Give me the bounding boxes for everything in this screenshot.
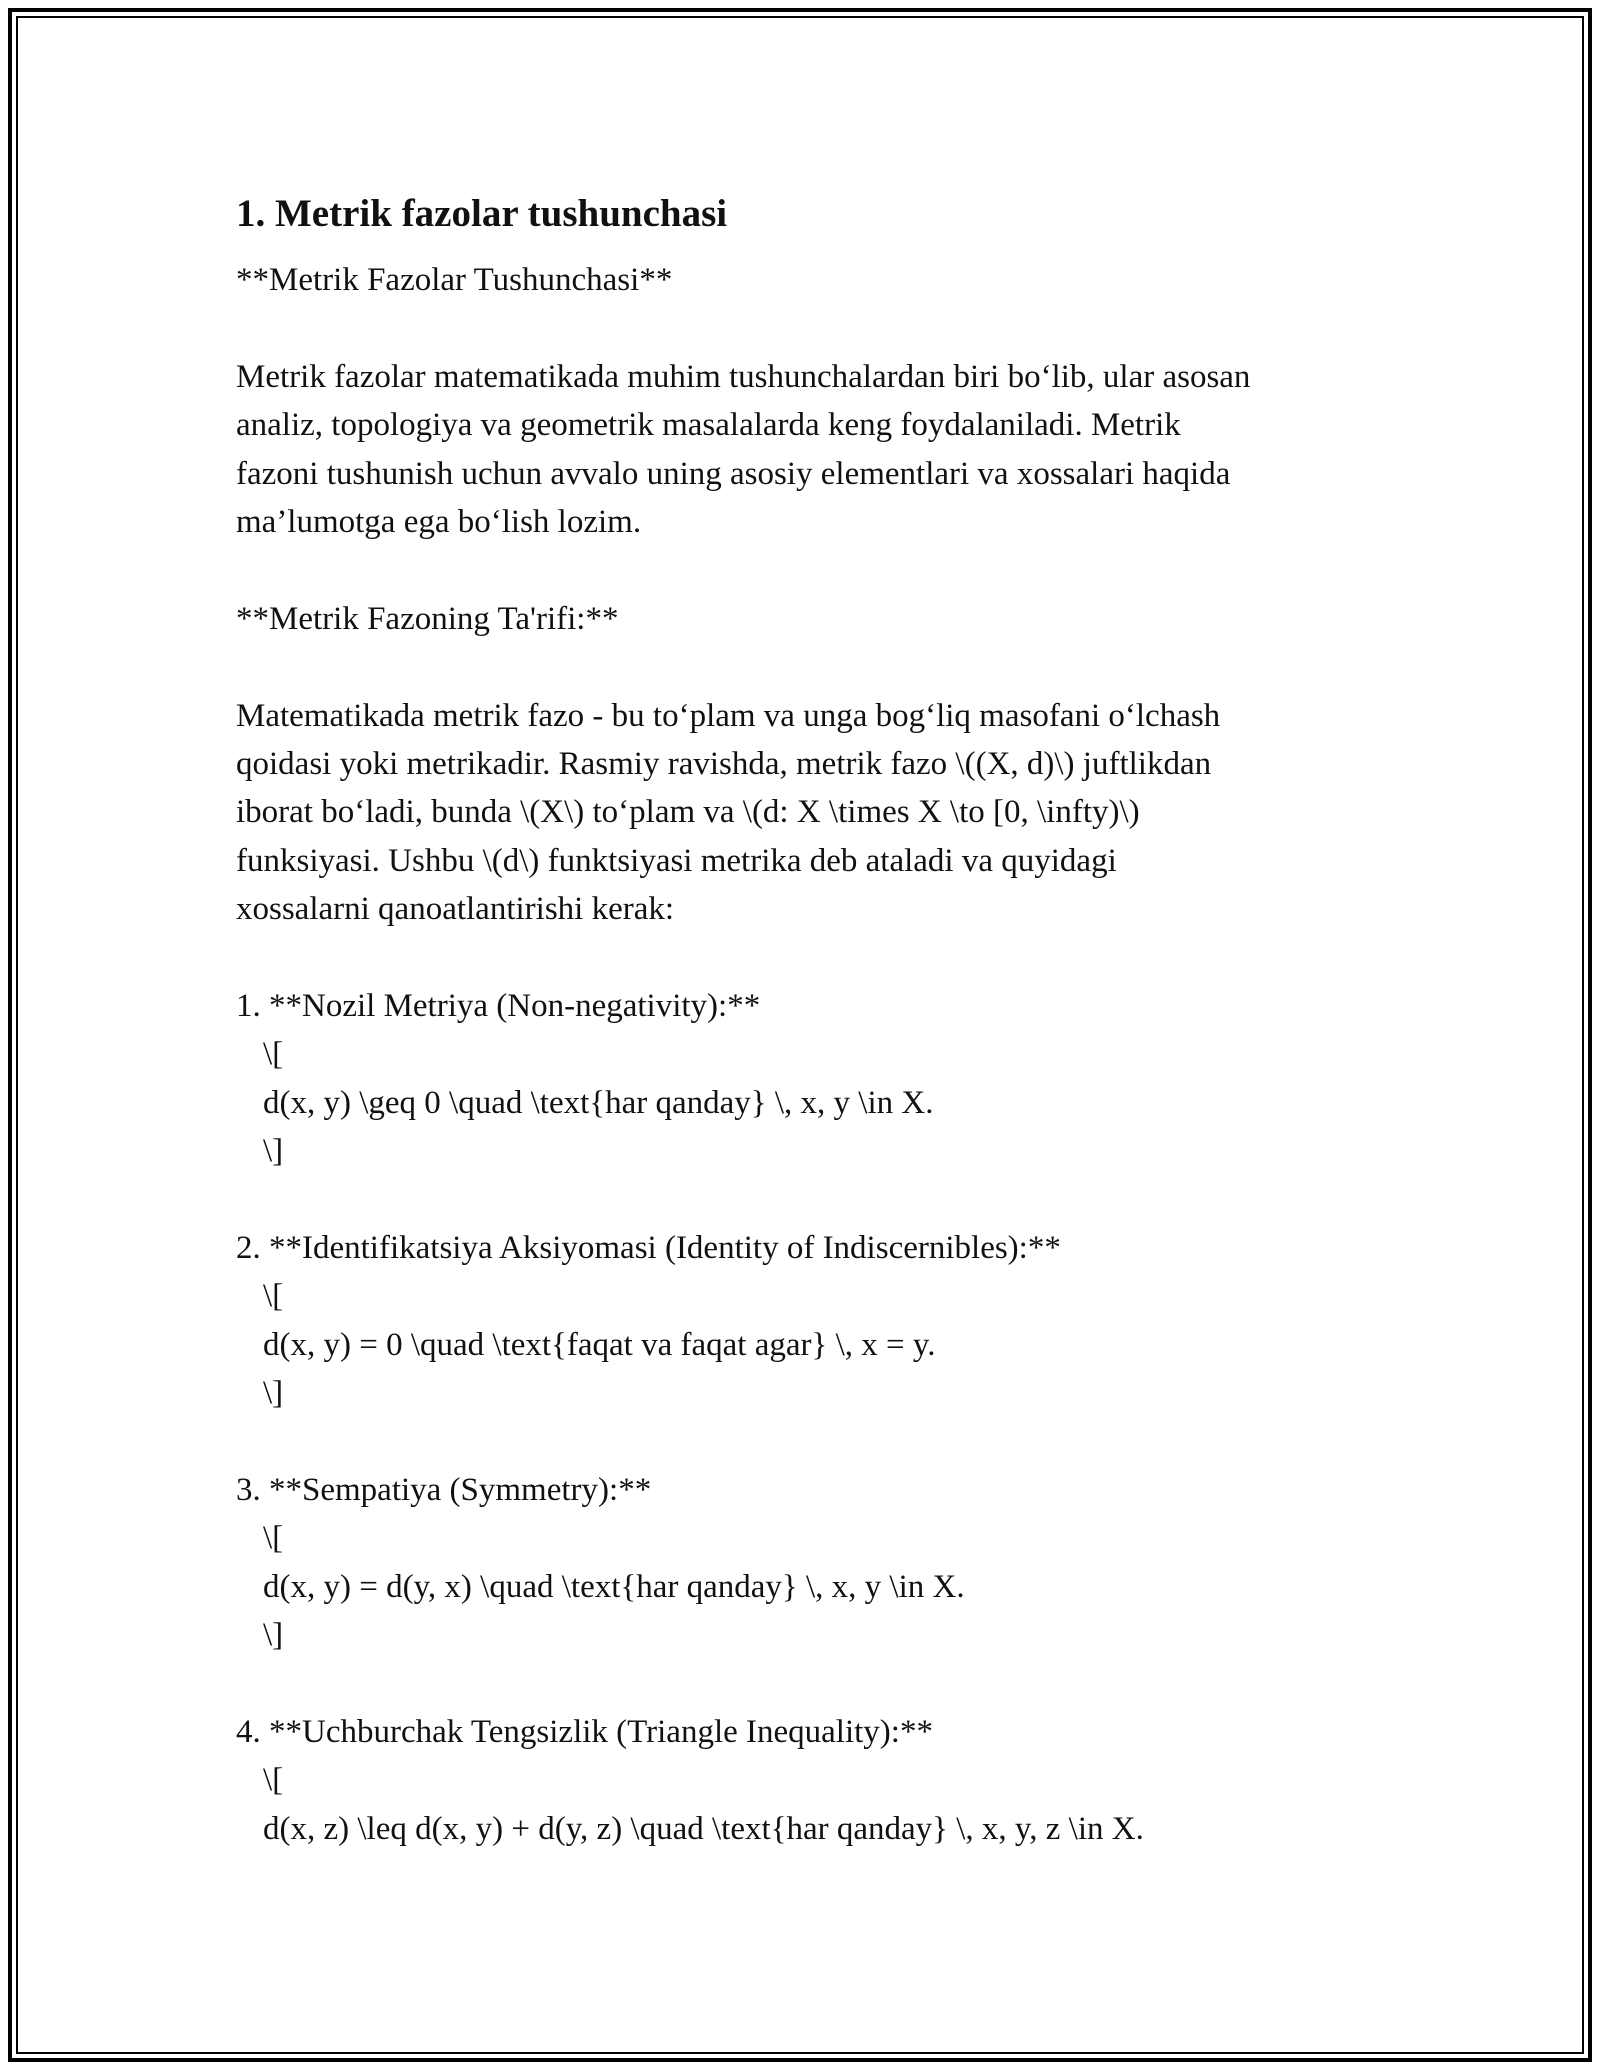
text-line: **Metrik Fazoning Ta'rifi:** — [236, 600, 619, 637]
text-line: qoidasi yoki metrikadir. Rasmiy ravishda, metrik fazo \((X, d)\) juftlikdan — [236, 746, 1212, 783]
text-line: analiz, topologiya va geometrik masalalarda keng foydalaniladi. Metrik — [236, 407, 1181, 444]
math-line: \[ — [263, 1520, 284, 1557]
text-line: funksiyasi. Ushbu \(d\) funktsiyasi metrika deb ataladi va quyidagi — [236, 842, 1117, 879]
math-line: \] — [263, 1375, 284, 1412]
list-item-title: 2. **Identifikatsiya Aksiyomasi (Identity of Indiscernibles):** — [236, 1230, 1061, 1267]
math-line: d(x, z) \leq d(x, y) + d(y, z) \quad \text{har qanday} \, x, y, z \in X. — [263, 1810, 1144, 1847]
text-line: ma’lumotga ega bo‘lish lozim. — [236, 504, 642, 541]
document-body — [236, 186, 1386, 1853]
text-line: Metrik fazolar matematikada muhim tushunchalardan biri bo‘lib, ular asosan — [236, 358, 1251, 395]
math-line: \[ — [263, 1036, 284, 1073]
blank-line — [236, 643, 1386, 691]
list-item-title: 3. **Sempatiya (Symmetry):** — [236, 1472, 652, 1509]
list-item-title: 4. **Uchburchak Tengsizlik (Triangle Inequality):** — [236, 1714, 933, 1751]
blank-line — [236, 1418, 1386, 1466]
math-line: \] — [263, 1133, 284, 1170]
math-line: \[ — [263, 1762, 284, 1799]
text-line: xossalarni qanoatlantirishi kerak: — [236, 891, 675, 928]
list-item-title: 1. **Nozil Metriya (Non-negativity):** — [236, 988, 761, 1025]
math-line: d(x, y) = d(y, x) \quad \text{har qanday} \, x, y \in X. — [263, 1568, 965, 1605]
text-line: iborat bo‘ladi, bunda \(X\) to‘plam va \(d: X \times X \to [0, \infty)\) — [236, 794, 1140, 831]
text-line: **Metrik Fazolar Tushunchasi** — [236, 262, 673, 298]
blank-line — [236, 304, 1386, 352]
blank-line — [236, 934, 1386, 982]
math-line: \] — [263, 1617, 284, 1654]
text-line: fazoni tushunish uchun avvalo uning asosiy elementlari va xossalari haqida — [236, 455, 1231, 492]
math-line: d(x, y) \geq 0 \quad \text{har qanday} \, x, y \in X. — [263, 1084, 934, 1121]
blank-line — [236, 546, 1386, 594]
math-line: \[ — [263, 1278, 284, 1315]
blank-line — [236, 1176, 1386, 1224]
section-heading: 1. Metrik fazolar tushunchasi — [236, 192, 728, 235]
text-line: Matematikada metrik fazo - bu to‘plam va unga bog‘liq masofani o‘lchash — [236, 697, 1221, 734]
math-line: d(x, y) = 0 \quad \text{faqat va faqat agar} \, x = y. — [263, 1326, 936, 1363]
blank-line — [236, 1660, 1386, 1708]
